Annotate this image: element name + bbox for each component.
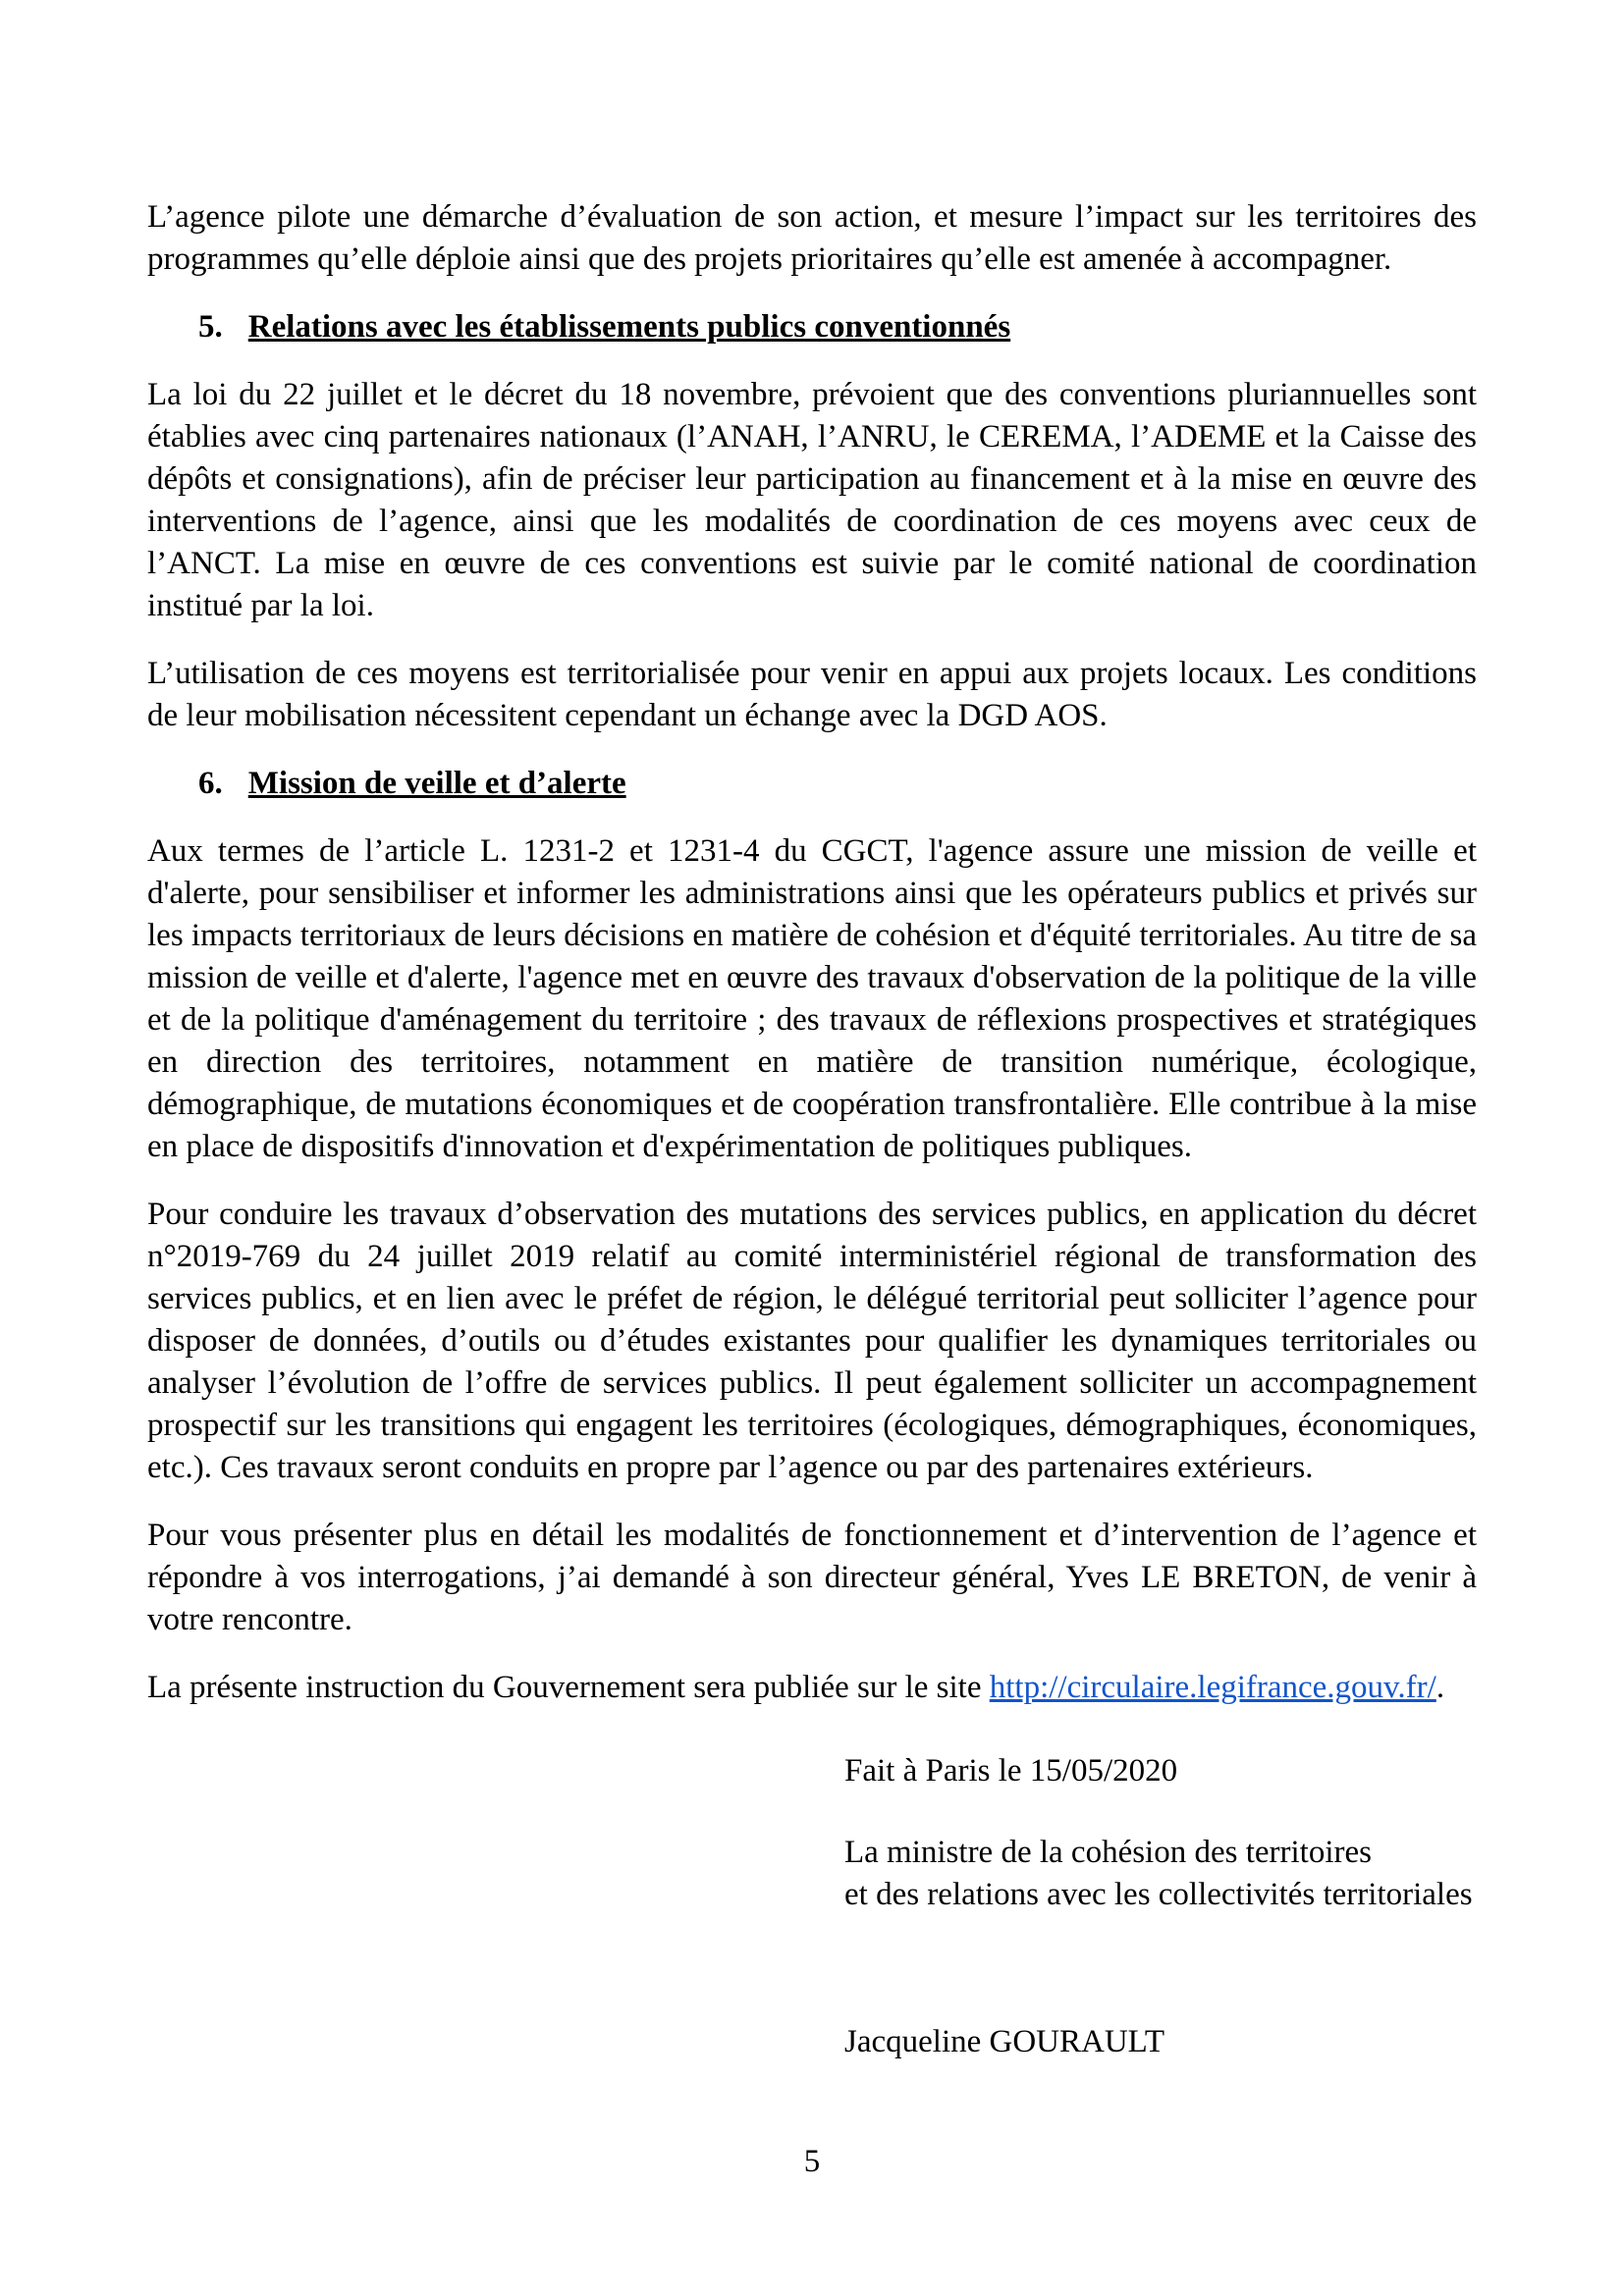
signature-date-line: Fait à Paris le 15/05/2020 (844, 1753, 1178, 1789)
section-6-heading (147, 763, 1477, 805)
section-6-paragraph-1: Aux termes de l’article L. 1231-2 et 1231-4 du CGCT, l'agence assure une mission de veille et d'alerte, pour sensibiliser et informer les administrations ainsi que les opérateurs publics et privés sur les impacts territoriaux de leurs décisions en matière de cohésion et d'équité territoriales. Au titre de sa mission de veille et d'alerte, l'agence met en œuvre des travaux d'observation de la politique de la ville et de la politique d'aménagement du territoire ; des travaux de réflexions prospectives et stratégiques en direction des territoires, notamment en matière de transition numérique, écologique, démographique, de mutations économiques et de coopération transfrontalière. Elle contribue à la mise en place de dispositifs d'innovation et d'expérimentation de politiques publiques. (147, 833, 1477, 1164)
legifrance-link[interactable]: http://circulaire.legifrance.gouv.fr/ (989, 1670, 1436, 1705)
section-6-title: Mission de veille et d’alerte (247, 766, 626, 801)
section-5-number: 5. (198, 309, 223, 345)
section-6-paragraph-3: Pour vous présenter plus en détail les modalités de fonctionnement et d’intervention de l’agence et répondre à vos interrogations, j’ai demandé à son directeur général, Yves LE BRETON, de venir à votre rencontre. (147, 1518, 1477, 1637)
section-6-number: 6. (198, 766, 223, 801)
section-5-title: Relations avec les établissements publics conventionnés (247, 309, 1011, 345)
signature-block (844, 1750, 1477, 2063)
publication-paragraph (147, 1667, 1477, 1709)
signature-minister-title (844, 1832, 1477, 1916)
publication-text-before: La présente instruction du Gouvernement sera publiée sur le site (147, 1670, 990, 1705)
publication-text-after: . (1435, 1670, 1445, 1705)
signature-minister-line-2: et des relations avec les collectivités territoriales (844, 1877, 1473, 1912)
section-5-paragraph-1: La loi du 22 juillet et le décret du 18 novembre, prévoient que des conventions pluriannuelles sont établies avec cinq partenaires nationaux (l’ANAH, l’ANRU, le CEREMA, l’ADEME et la Caisse des dépôts et consignations), afin de préciser leur participation au financement et à la mise en œuvre des interventions de l’agence, ainsi que les modalités de coordination de ces moyens avec ceux de l’ANCT. La mise en œuvre de ces conventions est suivie par le comité national de coordination institué par la loi. (147, 377, 1477, 623)
page-number: 5 (803, 2144, 821, 2179)
intro-paragraph: L’agence pilote une démarche d’évaluation de son action, et mesure l’impact sur les territoires des programmes qu’elle déploie ainsi que des projets prioritaires qu’elle est amenée à accompagner. (147, 199, 1477, 277)
section-5-paragraph-2: L’utilisation de ces moyens est territorialisée pour venir en appui aux projets locaux. Les conditions de leur mobilisation nécessitent cependant un échange avec la DGD AOS. (147, 656, 1477, 733)
section-5-heading (147, 306, 1477, 348)
signature-minister-line-1: La ministre de la cohésion des territoires (844, 1835, 1372, 1870)
section-6-paragraph-2: Pour conduire les travaux d’observation des mutations des services publics, en application du décret n°2019-769 du 24 juillet 2019 relatif au comité interministériel régional de transformation des services publics, et en lien avec le préfet de région, le délégué territorial peut solliciter l’agence pour disposer de données, d’outils ou d’études existantes pour qualifier les dynamiques territoriales ou analyser l’évolution de l’offre de services publics. Il peut également solliciter un accompagnement prospectif sur les transitions qui engagent les territoires (écologiques, démographiques, économiques, etc.). Ces travaux seront conduits en propre par l’agence ou par des partenaires extérieurs. (147, 1197, 1477, 1485)
signature-name: Jacqueline GOURAULT (844, 2024, 1164, 2059)
